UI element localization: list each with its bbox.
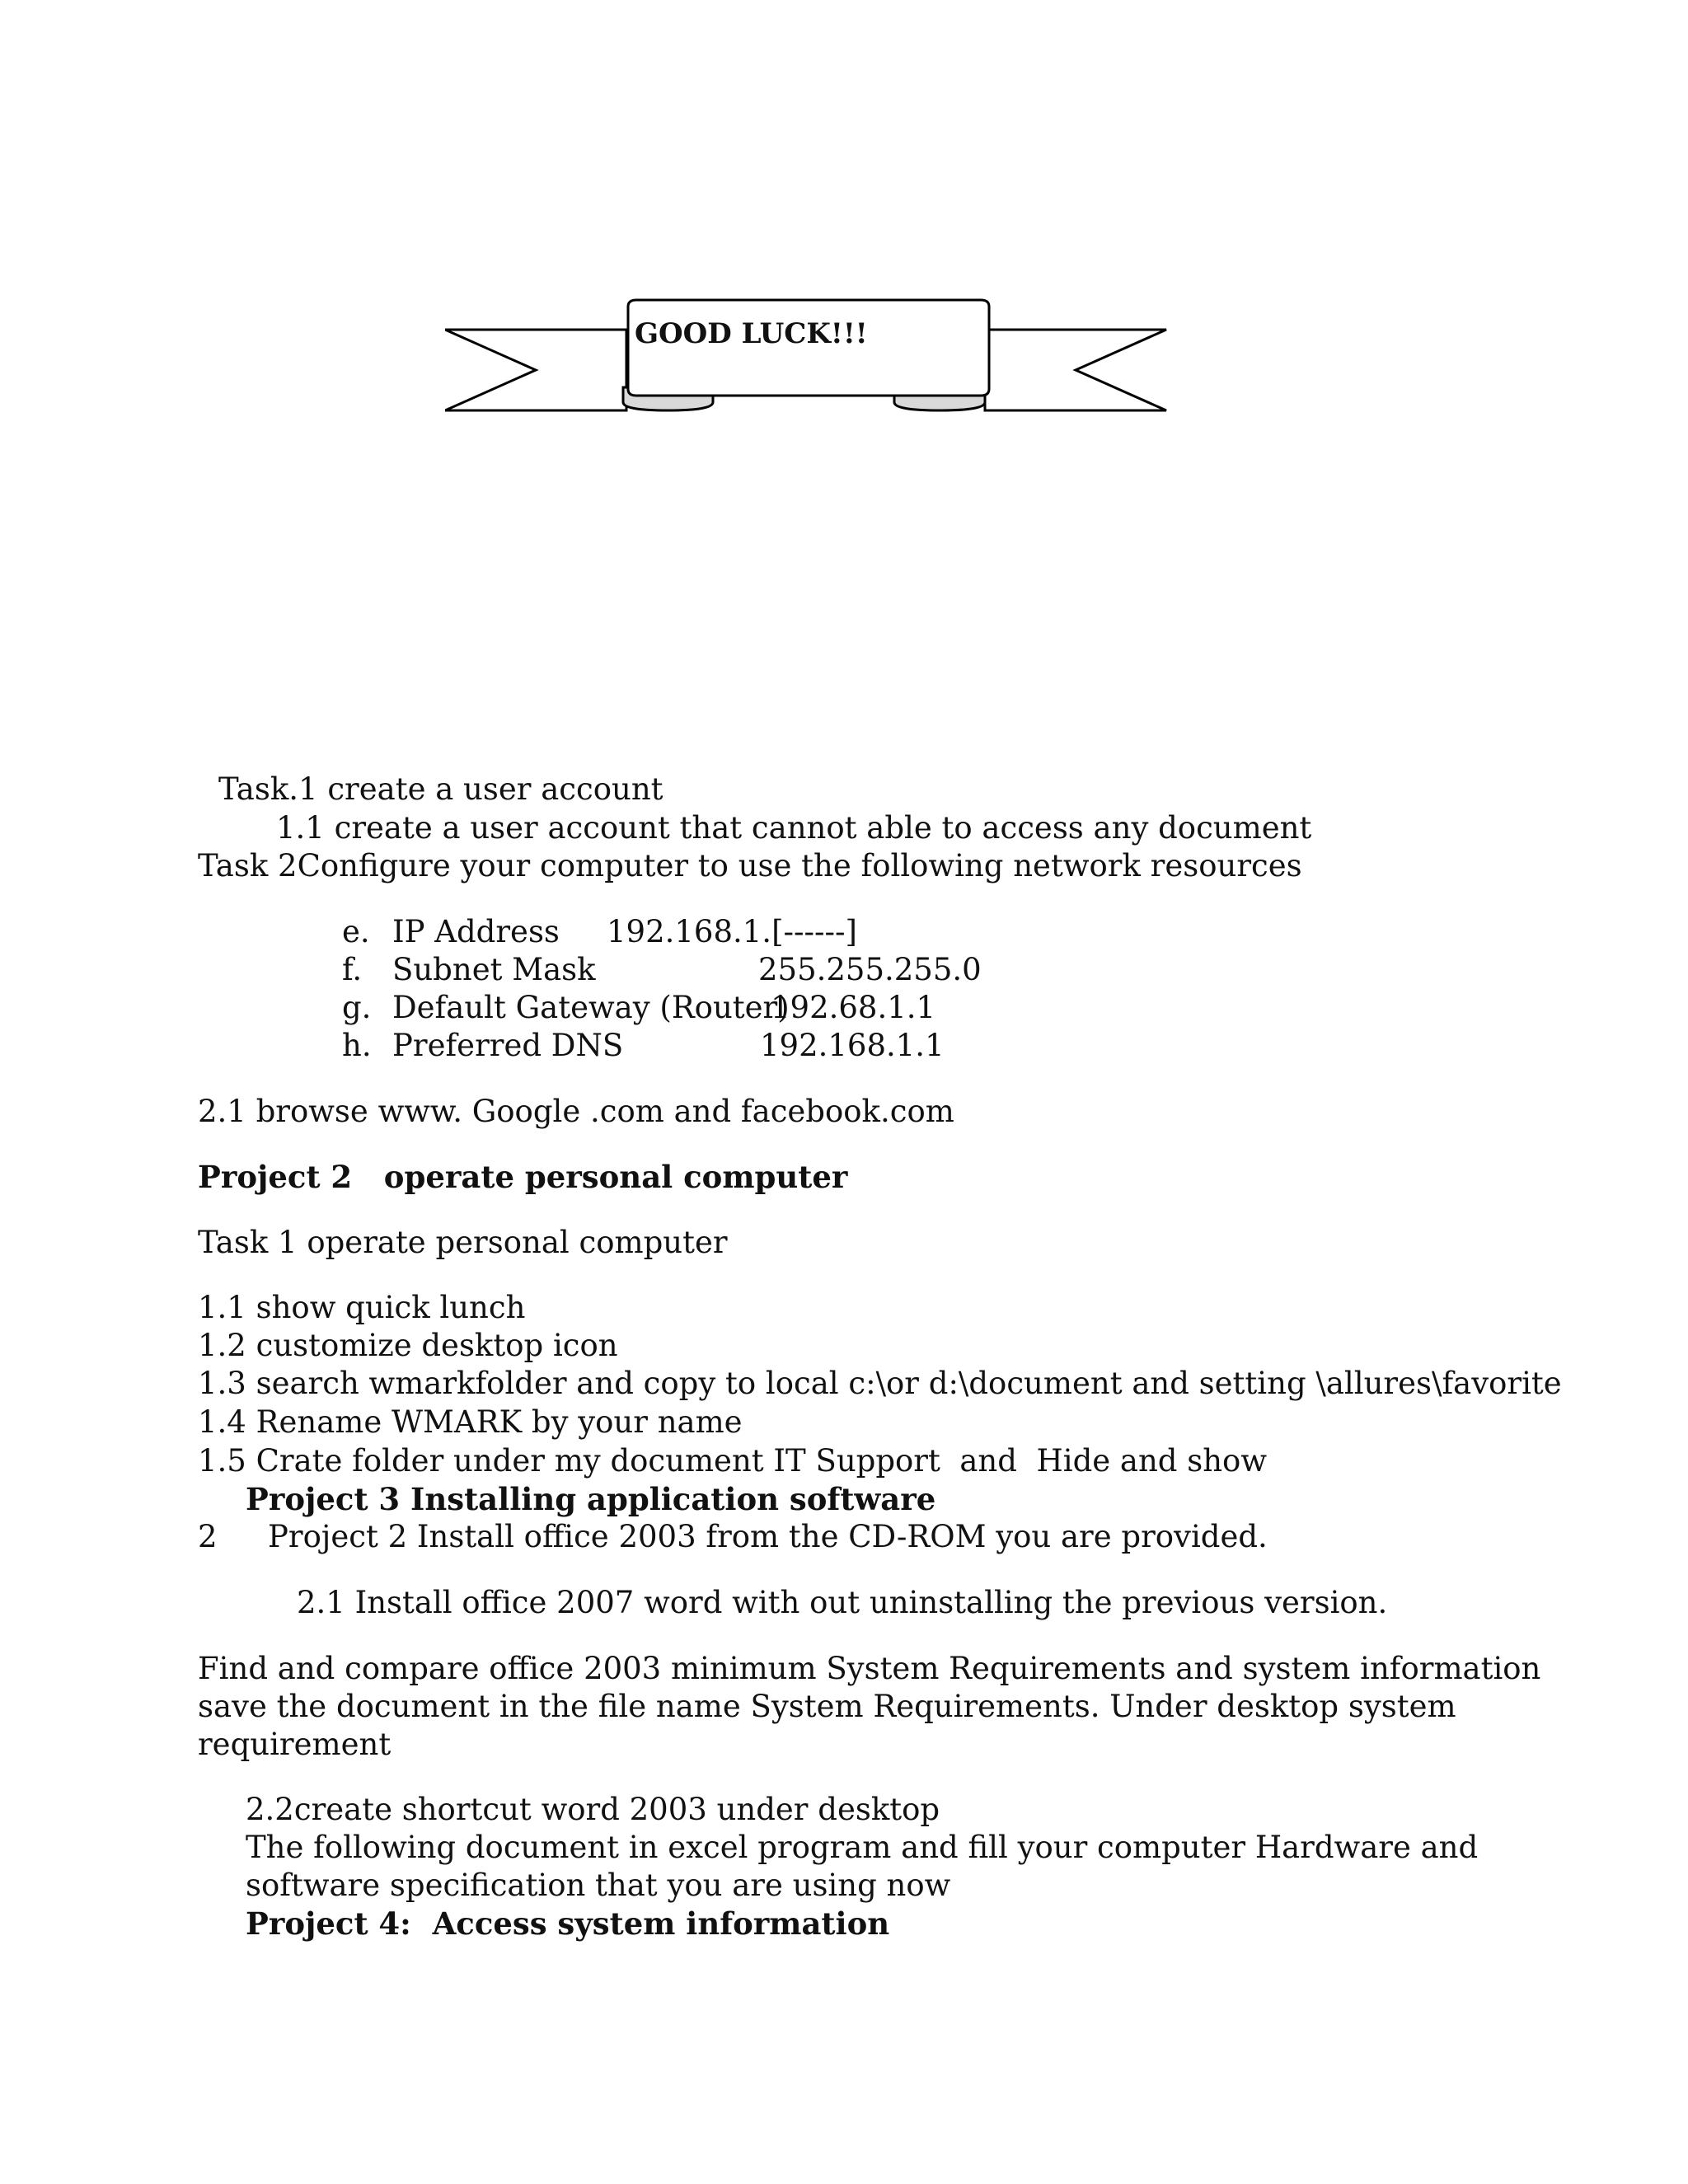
list-item-marker: h. [342, 1028, 372, 1063]
step-item: 1.2 customize desktop icon [198, 1328, 618, 1363]
step-item: 1.5 Crate folder under my document IT Support and Hide and show [198, 1443, 1268, 1479]
preferred-dns-label: Preferred DNS [392, 1028, 624, 1063]
compare-requirements-text: save the document in the file name System Requirements. Under desktop system [198, 1689, 1456, 1724]
list-item-marker: g. [342, 990, 372, 1025]
task1-subtask: 1.1 create a user account that cannot able to access any document [276, 810, 1312, 846]
good-luck-ribbon [445, 297, 1170, 420]
task1-heading: Task.1 create a user account [218, 771, 663, 807]
project2-task: Task 1 operate personal computer [198, 1225, 728, 1260]
task2-heading: Task 2Configure your computer to use the following network resources [198, 848, 1302, 883]
list-item-marker: f. [342, 952, 363, 987]
default-gateway-value: 192.68.1.1 [771, 990, 936, 1025]
step-item: 1.3 search wmarkfolder and copy to local c:\or d:\document and setting \allures\favorite [198, 1366, 1562, 1401]
preferred-dns-value: 192.168.1.1 [760, 1028, 945, 1063]
shortcut-step: 2.2create shortcut word 2003 under desktop [246, 1792, 940, 1827]
install-office-2007-step: 2.1 Install office 2007 word with out uninstalling the previous version. [297, 1585, 1388, 1620]
compare-requirements-text: Find and compare office 2003 minimum System Requirements and system information [198, 1651, 1541, 1686]
project2-heading: Project 2 operate personal computer [198, 1159, 848, 1195]
ip-address-value: 192.168.1.[------] [607, 914, 857, 949]
ip-address-label: IP Address [392, 914, 560, 949]
excel-instruction: The following document in excel program and fill your computer Hardware and [246, 1830, 1479, 1865]
install-office-step: Project 2 Install office 2003 from the CD-ROM you are provided. [268, 1519, 1268, 1554]
project4-heading: Project 4: Access system information [246, 1905, 890, 1942]
compare-requirements-text: requirement [198, 1727, 392, 1762]
banner-text: GOOD LUCK!!! [635, 317, 868, 350]
step-item: 1.4 Rename WMARK by your name [198, 1404, 743, 1440]
list-item-marker: e. [342, 914, 370, 949]
project3-number: 2 [198, 1519, 218, 1554]
browse-step: 2.1 browse www. Google .com and facebook.com [198, 1094, 954, 1129]
default-gateway-label: Default Gateway (Router) [392, 990, 790, 1025]
subnet-mask-label: Subnet Mask [392, 952, 596, 987]
subnet-mask-value: 255.255.255.0 [758, 952, 982, 987]
project3-heading: Project 3 Installing application software [246, 1481, 936, 1517]
excel-instruction: software specification that you are using now [246, 1868, 951, 1903]
step-item: 1.1 show quick lunch [198, 1290, 526, 1325]
